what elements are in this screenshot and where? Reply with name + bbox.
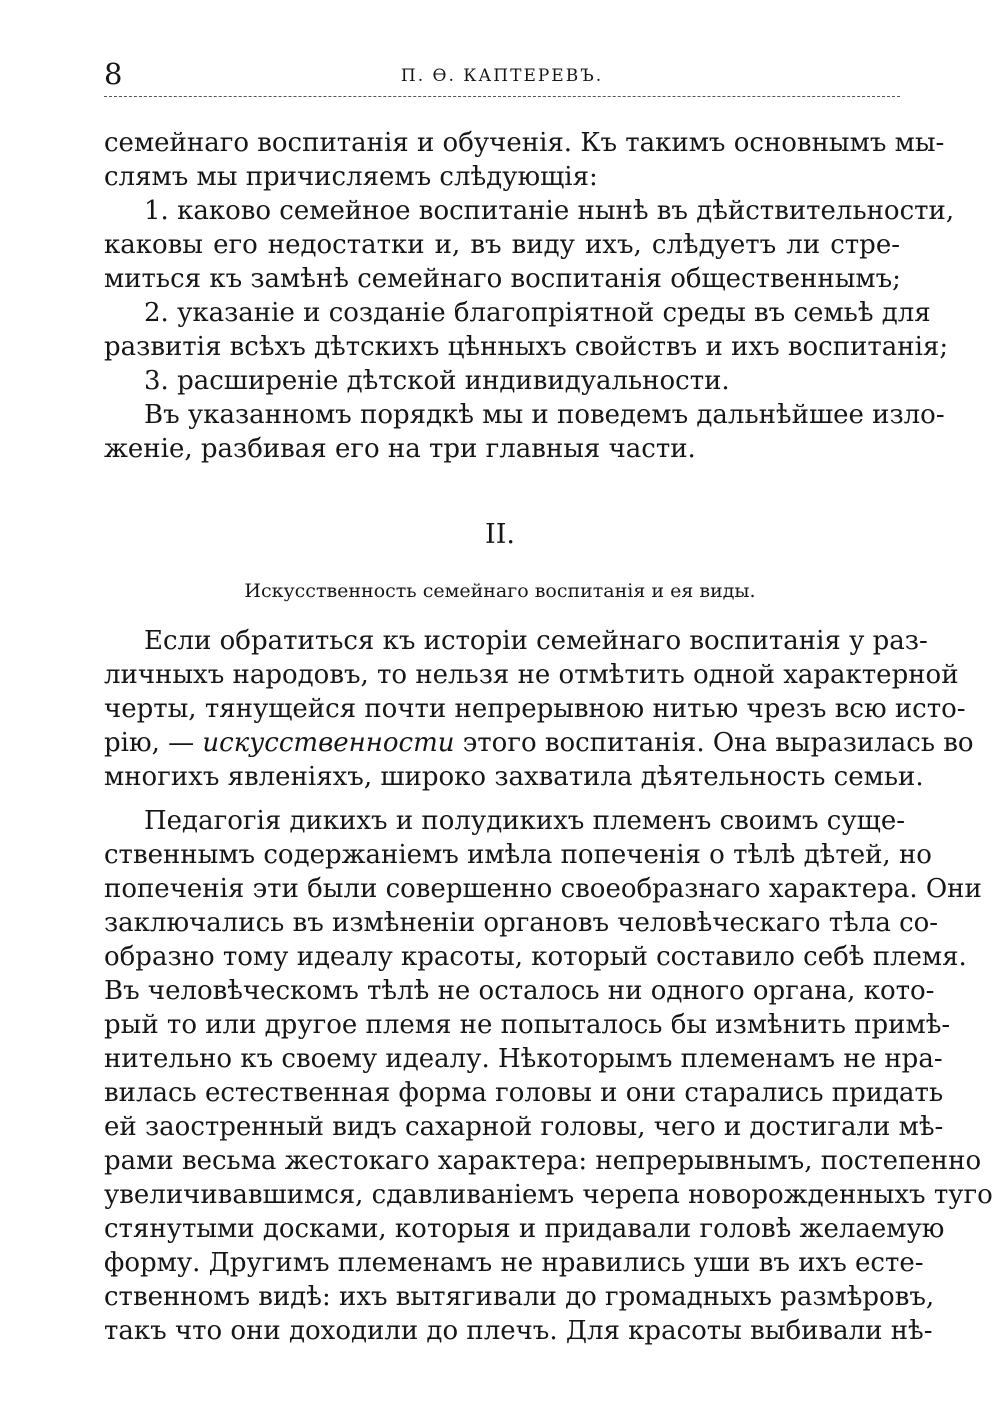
text-line: ственномъ видѣ: ихъ вытягивали до громадныхъ размѣровъ,: [104, 1282, 935, 1312]
text-line: черты, тянущейся почти непрерывною нитью чрезъ всю исто-: [104, 694, 966, 724]
page-number: 8: [104, 57, 123, 91]
text-line: заключались въ измѣненіи органовъ человѣческаго тѣла со-: [104, 908, 939, 938]
text-line: Въ указанномъ порядкѣ мы и поведемъ дальнѣйшее изло-: [144, 400, 945, 430]
text-line: миться къ замѣнѣ семейнаго воспитанія общественнымъ;: [104, 264, 901, 294]
section-title: Искусственность семейнаго воспитанія и ея виды.: [244, 580, 756, 602]
text-line: [104, 726, 974, 760]
paragraph: [104, 126, 945, 194]
text-fragment: рію, —: [104, 728, 195, 758]
text-line: 3. расширеніе дѣтской индивидуальности.: [144, 366, 730, 396]
text-line: развитія всѣхъ дѣтскихъ цѣнныхъ свойствъ и ихъ воспитанія;: [104, 332, 949, 362]
text-fragment: этого воспитанія. Она выразилась во: [462, 728, 974, 758]
text-line: каковы его недостатки и, въ виду ихъ, слѣдуетъ ли стре-: [104, 230, 900, 260]
text-line: рый то или другое племя не попыталось бы измѣнить примѣ-: [104, 1010, 951, 1040]
list-item-2: [104, 296, 949, 364]
text-line: рами весьма жестокаго характера: непрерывнымъ, постепенно: [104, 1146, 982, 1176]
running-title: П. Ѳ. КАПТЕРЕВЪ.: [400, 66, 604, 86]
page-header: [104, 55, 900, 95]
intro-text: [104, 126, 955, 466]
paragraph: [104, 804, 993, 1348]
text-line: многихъ явленіяхъ, широко захватила дѣятельность семьи.: [104, 762, 924, 792]
paragraph: [104, 624, 974, 794]
section-body: [104, 624, 993, 1348]
text-line: Въ человѣческомъ тѣлѣ не осталось ни одного органа, кото-: [104, 976, 935, 1006]
text-line: нительно къ своему идеалу. Нѣкоторымъ племенамъ не нра-: [104, 1044, 943, 1074]
text-line: семейнаго воспитанія и обученія. Къ такимъ основнымъ мы-: [104, 128, 945, 158]
emphasized-term: искусственности: [202, 728, 455, 758]
text-line: ственнымъ содержаніемъ имѣла попеченія о тѣлѣ дѣтей, но: [104, 840, 932, 870]
text-line: такъ что они доходили до плечъ. Для красоты выбивали нѣ-: [104, 1316, 933, 1346]
text-line: образно тому идеалу красоты, который составило себѣ племя.: [104, 942, 967, 972]
text-line: форму. Другимъ племенамъ не нравились уши въ ихъ есте-: [104, 1248, 924, 1278]
text-line: попеченія эти были совершенно своеобразнаго характера. Они: [104, 874, 982, 904]
paragraph: [104, 398, 945, 466]
header-rule: [104, 96, 900, 97]
text-line: ей заостренный видъ сахарной головы, чего и достигали мѣ-: [104, 1112, 944, 1142]
text-line: слямъ мы причисляемъ слѣдующія:: [104, 162, 598, 192]
text-line: личныхъ народовъ, то нельзя не отмѣтить одной характерной: [104, 660, 959, 690]
text-line: 2. указаніе и созданіе благопріятной среды въ семьѣ для: [144, 298, 931, 328]
text-line: стянутыми досками, которыя и придавали головѣ желаемую: [104, 1214, 945, 1244]
section-number: II.: [485, 519, 515, 550]
text-line: Педагогія дикихъ и полудикихъ племенъ своимъ суще-: [144, 806, 906, 836]
text-line: увеличивавшимся, сдавливаніемъ черепа новорожденныхъ туго: [104, 1180, 993, 1210]
list-item-1: [104, 194, 955, 296]
text-line: женіе, разбивая его на три главныя части.: [104, 434, 696, 464]
list-item-3: [104, 364, 900, 398]
text-line: вилась естественная форма головы и они старались придать: [104, 1078, 944, 1108]
text-line: 1. каково семейное воспитаніе нынѣ въ дѣйствительности,: [144, 196, 955, 226]
text-line: Если обратиться къ исторіи семейнаго воспитанія у раз-: [144, 626, 928, 656]
